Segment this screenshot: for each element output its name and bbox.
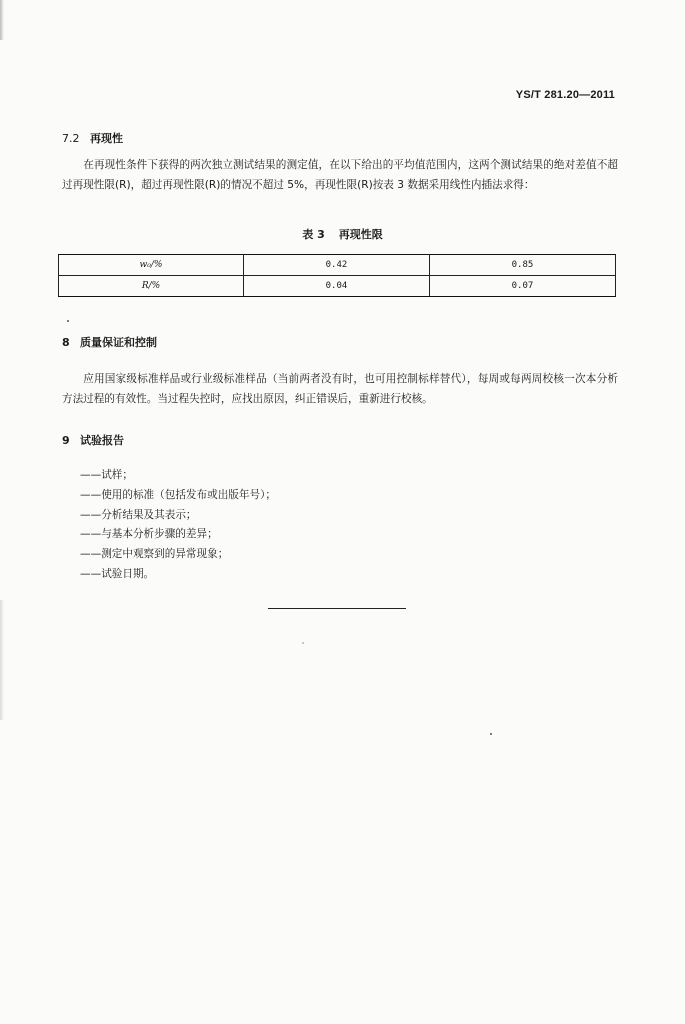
end-rule-divider — [268, 608, 406, 609]
list-item: ——测定中观察到的异常现象； — [80, 548, 229, 561]
list-item: ——试样； — [80, 469, 133, 481]
table-caption-label: 表 3 — [302, 228, 325, 241]
table-caption — [0, 226, 685, 242]
standard-code: YS/T 281.20—2011 — [515, 89, 615, 101]
scan-edge-shadow — [0, 600, 4, 720]
row-header-r: R/% — [59, 276, 244, 297]
reproducibility-table — [58, 254, 616, 297]
table-row — [59, 255, 616, 276]
table-cell: 0.85 — [429, 255, 615, 276]
section-8-heading — [62, 334, 157, 350]
list-item: ——分析结果及其表示； — [80, 508, 197, 521]
section-number: 7.2 — [62, 132, 80, 145]
section-8-paragraph: 应用国家级标准样品或行业级标准样品（当前两者没有时，也可用控制标样替代），每周或每两周校核一次本分析方法过程的有效性。当过程失控时，应找出原因，纠正错误后，重新进行校核。 — [62, 373, 618, 405]
section-9-heading — [62, 432, 124, 448]
scan-speck — [67, 320, 69, 322]
section-title: 再现性 — [90, 132, 123, 145]
section-number: 8 — [62, 336, 70, 349]
section-7-2-paragraph: 在再现性条件下获得的两次独立测试结果的测定值，在以下给出的平均值范围内，这两个测试结果的绝对差值不超过再现性限(R)，超过再现性限(R)的情况不超过 5%，再现性限(R)按表 3 数据采用线性内插法求得： — [62, 159, 618, 191]
scan-speck — [302, 642, 304, 644]
section-title: 试验报告 — [80, 434, 124, 447]
section-number: 9 — [62, 434, 70, 447]
report-items-list — [80, 466, 276, 585]
scan-edge-shadow — [0, 0, 4, 40]
section-7-2-heading — [62, 130, 123, 146]
table-cell: 0.04 — [244, 276, 430, 297]
list-item: ——试验日期。 — [80, 567, 155, 580]
section-title: 质量保证和控制 — [80, 336, 157, 349]
table-caption-title: 再现性限 — [338, 228, 383, 241]
list-item: ——与基本分析步骤的差异； — [80, 528, 218, 541]
scan-speck — [490, 733, 492, 735]
row-header-w0: w₀/% — [59, 255, 244, 276]
list-item: ——使用的标准（包括发布或出版年号）； — [80, 488, 276, 501]
table-row — [59, 276, 616, 297]
table-cell: 0.42 — [244, 255, 430, 276]
table-cell: 0.07 — [429, 276, 615, 297]
